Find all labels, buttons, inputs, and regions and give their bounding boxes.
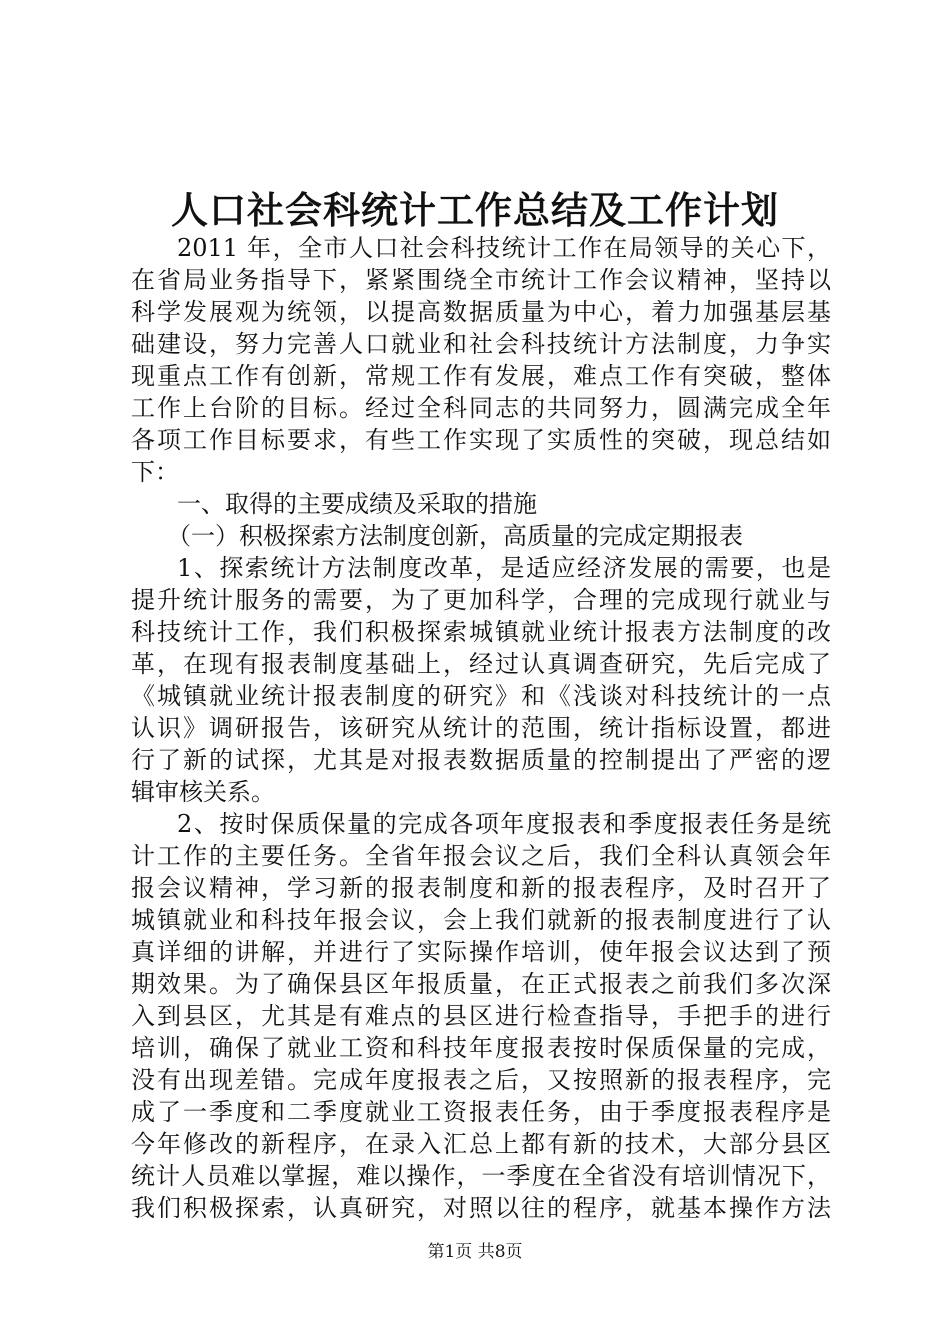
- paragraph-line: 现重点工作有创新，常规工作有发展，难点工作有突破，整体: [131, 362, 831, 390]
- paragraph-line: 革，在现有报表制度基础上，经过认真调查研究，先后完成了: [131, 650, 831, 678]
- paragraph-line: 《城镇就业统计报表制度的研究》和《浅谈对科技统计的一点: [131, 682, 831, 710]
- paragraph-line: 培训，确保了就业工资和科技年度报表按时保质保量的完成，: [131, 1034, 831, 1062]
- page-footer: 第1页 共8页: [427, 1242, 523, 1262]
- paragraph-line: 期效果。为了确保县区年报质量，在正式报表之前我们多次深: [131, 970, 831, 998]
- paragraph-line: 科学发展观为统领，以提高数据质量为中心，着力加强基层基: [131, 298, 831, 326]
- paragraph-line: 在省局业务指导下，紧紧围绕全市统计工作会议精神，坚持以: [131, 266, 831, 294]
- paragraph-line: 城镇就业和科技年报会议，会上我们就新的报表制度进行了认: [131, 906, 831, 934]
- paragraph-line: 辑审核关系。: [131, 778, 275, 806]
- section-heading: 一、取得的主要成绩及采取的措施: [177, 490, 537, 518]
- paragraph-line: 工作上台阶的目标。经过全科同志的共同努力，圆满完成全年: [131, 394, 831, 422]
- paragraph-line: 真详细的讲解，并进行了实际操作培训，使年报会议达到了预: [131, 938, 831, 966]
- paragraph-line: 没有出现差错。完成年度报表之后，又按照新的报表程序，完: [131, 1066, 831, 1094]
- paragraph-line: 计工作的主要任务。全省年报会议之后，我们全科认真领会年: [131, 842, 831, 870]
- paragraph-line: 2011 年，全市人口社会科技统计工作在局领导的关心下，: [177, 234, 831, 262]
- subsection-heading: （一）积极探索方法制度创新，高质量的完成定期报表: [167, 522, 743, 550]
- paragraph-line: 提升统计服务的需要，为了更加科学，合理的完成现行就业与: [131, 586, 831, 614]
- paragraph-line: 入到县区，尤其是有难点的县区进行检查指导，手把手的进行: [131, 1002, 831, 1030]
- paragraph-line: 础建设，努力完善人口就业和社会科技统计方法制度，力争实: [131, 330, 831, 358]
- paragraph-line: 统计人员难以掌握，难以操作，一季度在全省没有培训情况下，: [131, 1162, 831, 1190]
- paragraph-line: 行了新的试探，尤其是对报表数据质量的控制提出了严密的逻: [131, 746, 831, 774]
- paragraph-line: 报会议精神，学习新的报表制度和新的报表程序，及时召开了: [131, 874, 831, 902]
- paragraph-line: 2、按时保质保量的完成各项年度报表和季度报表任务是统: [177, 810, 831, 838]
- paragraph-line: 成了一季度和二季度就业工资报表任务，由于季度报表程序是: [131, 1098, 831, 1126]
- paragraph-line: 下：: [131, 458, 179, 486]
- document-body: [131, 232, 831, 1224]
- paragraph-line: 我们积极探索，认真研究，对照以往的程序，就基本操作方法: [131, 1194, 831, 1222]
- paragraph-line: 认识》调研报告，该研究从统计的范围，统计指标设置，都进: [131, 714, 831, 742]
- document-title: 人口社会科统计工作总结及工作计划: [171, 188, 779, 232]
- paragraph-line: 今年修改的新程序，在录入汇总上都有新的技术，大部分县区: [131, 1130, 831, 1158]
- paragraph-line: 科技统计工作，我们积极探索城镇就业统计报表方法制度的改: [131, 618, 831, 646]
- paragraph-line: 1、探索统计方法制度改革，是适应经济发展的需要，也是: [177, 554, 831, 582]
- paragraph-line: 各项工作目标要求，有些工作实现了实质性的突破，现总结如: [131, 426, 831, 454]
